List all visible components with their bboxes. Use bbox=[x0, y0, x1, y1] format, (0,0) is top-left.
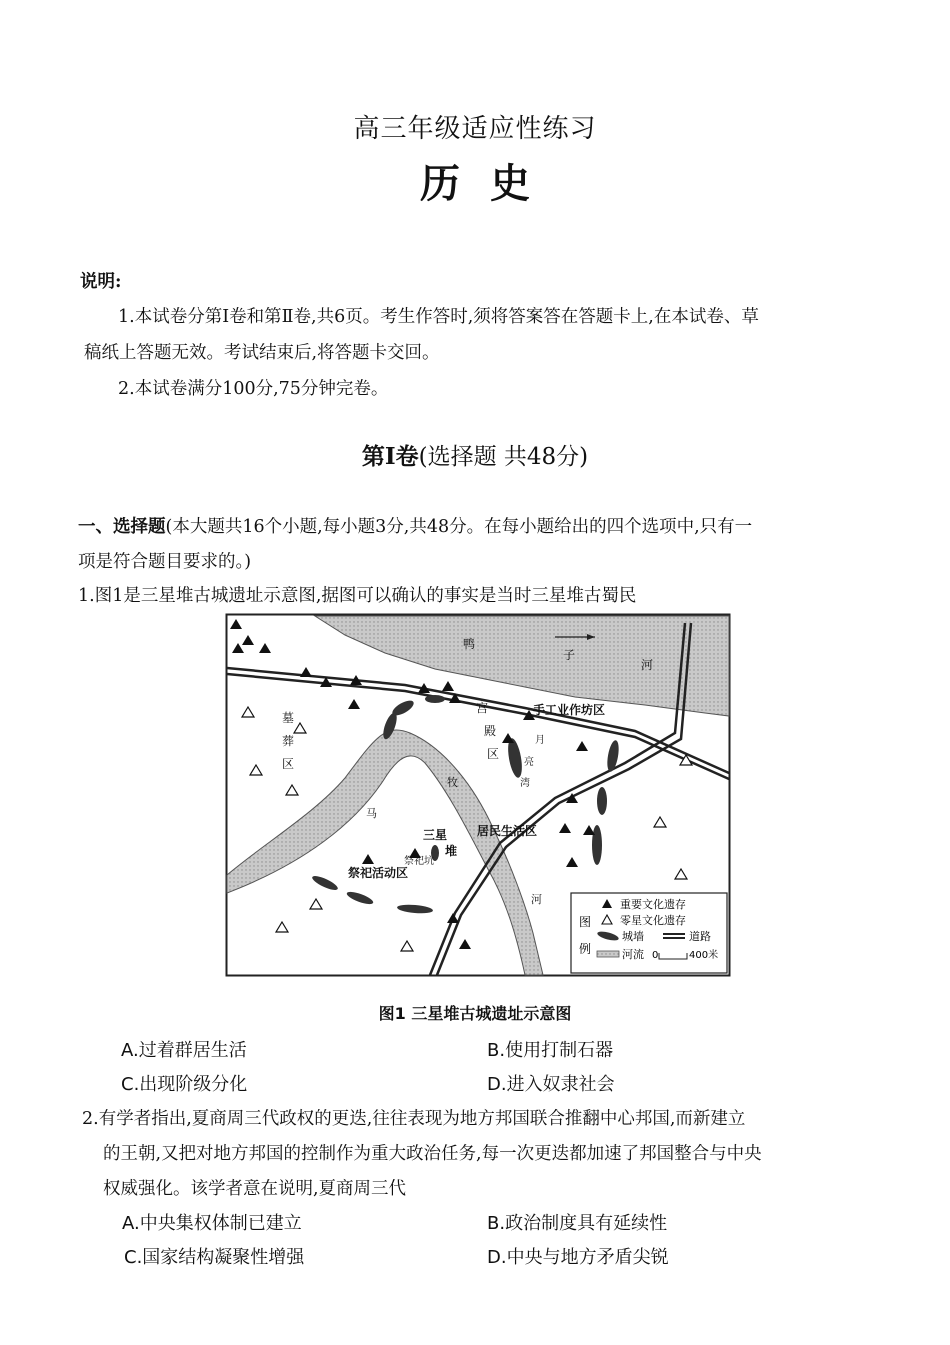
legend-title-2: 例 bbox=[579, 942, 592, 956]
instruction-2: 2.本试卷满分100分,75分钟完卷。 bbox=[118, 379, 389, 399]
tomb-label-1: 墓 bbox=[282, 711, 295, 725]
question-2-stem-line-3: 权威强化。该学者意在说明,夏商周三代 bbox=[103, 1179, 407, 1199]
part1-line-1 bbox=[78, 513, 752, 538]
q1-option-a[interactable]: A.过着群居生活 bbox=[121, 1040, 247, 1061]
question-2-stem-line-2: 的王朝,又把对地方邦国的控制作为重大政治任务,每一次更迭都加速了邦国整合与中央 bbox=[103, 1144, 762, 1164]
mamu-label-3: 河 bbox=[531, 893, 542, 906]
q2-option-c[interactable]: C.国家结构凝聚性增强 bbox=[124, 1247, 305, 1268]
exam-subtitle: 高三年级适应性练习 bbox=[353, 114, 597, 144]
part1-heading: 一、选择题 bbox=[78, 517, 166, 537]
instructions-heading: 说明: bbox=[80, 272, 122, 292]
map-legend bbox=[571, 893, 727, 973]
q1-option-c[interactable]: C.出现阶级分化 bbox=[121, 1074, 248, 1095]
section-title-main: 第Ⅰ卷 bbox=[361, 443, 419, 470]
legend-scale-zero: 0 bbox=[652, 950, 659, 961]
instruction-1-line-1: 1.本试卷分第Ⅰ卷和第Ⅱ卷,共6页。考生作答时,须将答案答在答题卡上,在本试卷、草 bbox=[118, 307, 759, 327]
section-title bbox=[0, 438, 950, 471]
yazi-label-1: 鸭 bbox=[463, 637, 476, 651]
sacrificial-pit-label: 祭祀坑 bbox=[404, 856, 434, 867]
workshop-label: 手工业作坊区 bbox=[533, 703, 606, 717]
q2-option-a[interactable]: A.中央集权体制已建立 bbox=[122, 1213, 302, 1234]
moon-bay-label-2: 亮 bbox=[524, 757, 534, 768]
legend-important-label: 重要文化遗存 bbox=[620, 898, 686, 911]
tomb-label-3: 区 bbox=[282, 757, 295, 771]
figure-caption: 图1 三星堆古城遗址示意图 bbox=[378, 1004, 572, 1023]
legend-river-label: 河流 bbox=[622, 948, 644, 961]
question-1-stem: 1.图1是三星堆古城遗址示意图,据图可以确认的事实是当时三星堆古蜀民 bbox=[78, 586, 637, 606]
tomb-label-2: 葬 bbox=[282, 734, 295, 748]
instruction-1-line-2: 稿纸上答题无效。考试结束后,将答题卡交回。 bbox=[84, 343, 440, 363]
palace-label-2: 殿 bbox=[484, 724, 497, 738]
legend-title-1: 图 bbox=[579, 915, 592, 929]
legend-scattered-label: 零星文化遗存 bbox=[620, 914, 686, 927]
q2-option-b[interactable]: B.政治制度具有延续性 bbox=[487, 1213, 668, 1234]
moon-bay-label-3: 湾 bbox=[520, 778, 530, 789]
sanxingdui-label-2: 堆 bbox=[445, 844, 458, 858]
legend-wall-label: 城墙 bbox=[622, 930, 644, 943]
yazi-label-3: 河 bbox=[641, 658, 654, 672]
legend-river-icon bbox=[597, 951, 619, 957]
sanxingdui-site-map bbox=[225, 613, 731, 977]
mamu-label-2: 牧 bbox=[447, 776, 458, 789]
moon-bay-label-1: 月 bbox=[535, 735, 545, 746]
section-title-rest: (选择题 共48分) bbox=[418, 444, 589, 470]
exam-title: 历史 bbox=[420, 160, 560, 207]
part1-description: (本大题共16个小题,每小题3分,共48分。在每小题给出的四个选项中,只有一 bbox=[165, 517, 753, 537]
palace-label-3: 区 bbox=[487, 747, 500, 761]
palace-label-1: 宫 bbox=[476, 701, 489, 715]
legend-road-label: 道路 bbox=[689, 930, 711, 943]
q1-option-d[interactable]: D.进入奴隶社会 bbox=[487, 1074, 615, 1095]
q1-option-b[interactable]: B.使用打制石器 bbox=[487, 1040, 614, 1061]
ritual-area-label: 祭祀活动区 bbox=[348, 866, 409, 880]
mamu-label-1: 马 bbox=[366, 807, 377, 820]
legend-scale-length: 400米 bbox=[689, 950, 719, 961]
residential-label: 居民生活区 bbox=[477, 824, 538, 838]
question-2-stem-line-1: 2.有学者指出,夏商周三代政权的更迭,往往表现为地方邦国联合推翻中心邦国,而新建立 bbox=[82, 1109, 746, 1129]
yazi-label-2: 子 bbox=[563, 648, 576, 662]
sanxingdui-label-1: 三星 bbox=[423, 828, 448, 842]
part1-line-2: 项是符合题目要求的。) bbox=[78, 552, 252, 572]
q2-option-d[interactable]: D.中央与地方矛盾尖锐 bbox=[487, 1247, 669, 1268]
